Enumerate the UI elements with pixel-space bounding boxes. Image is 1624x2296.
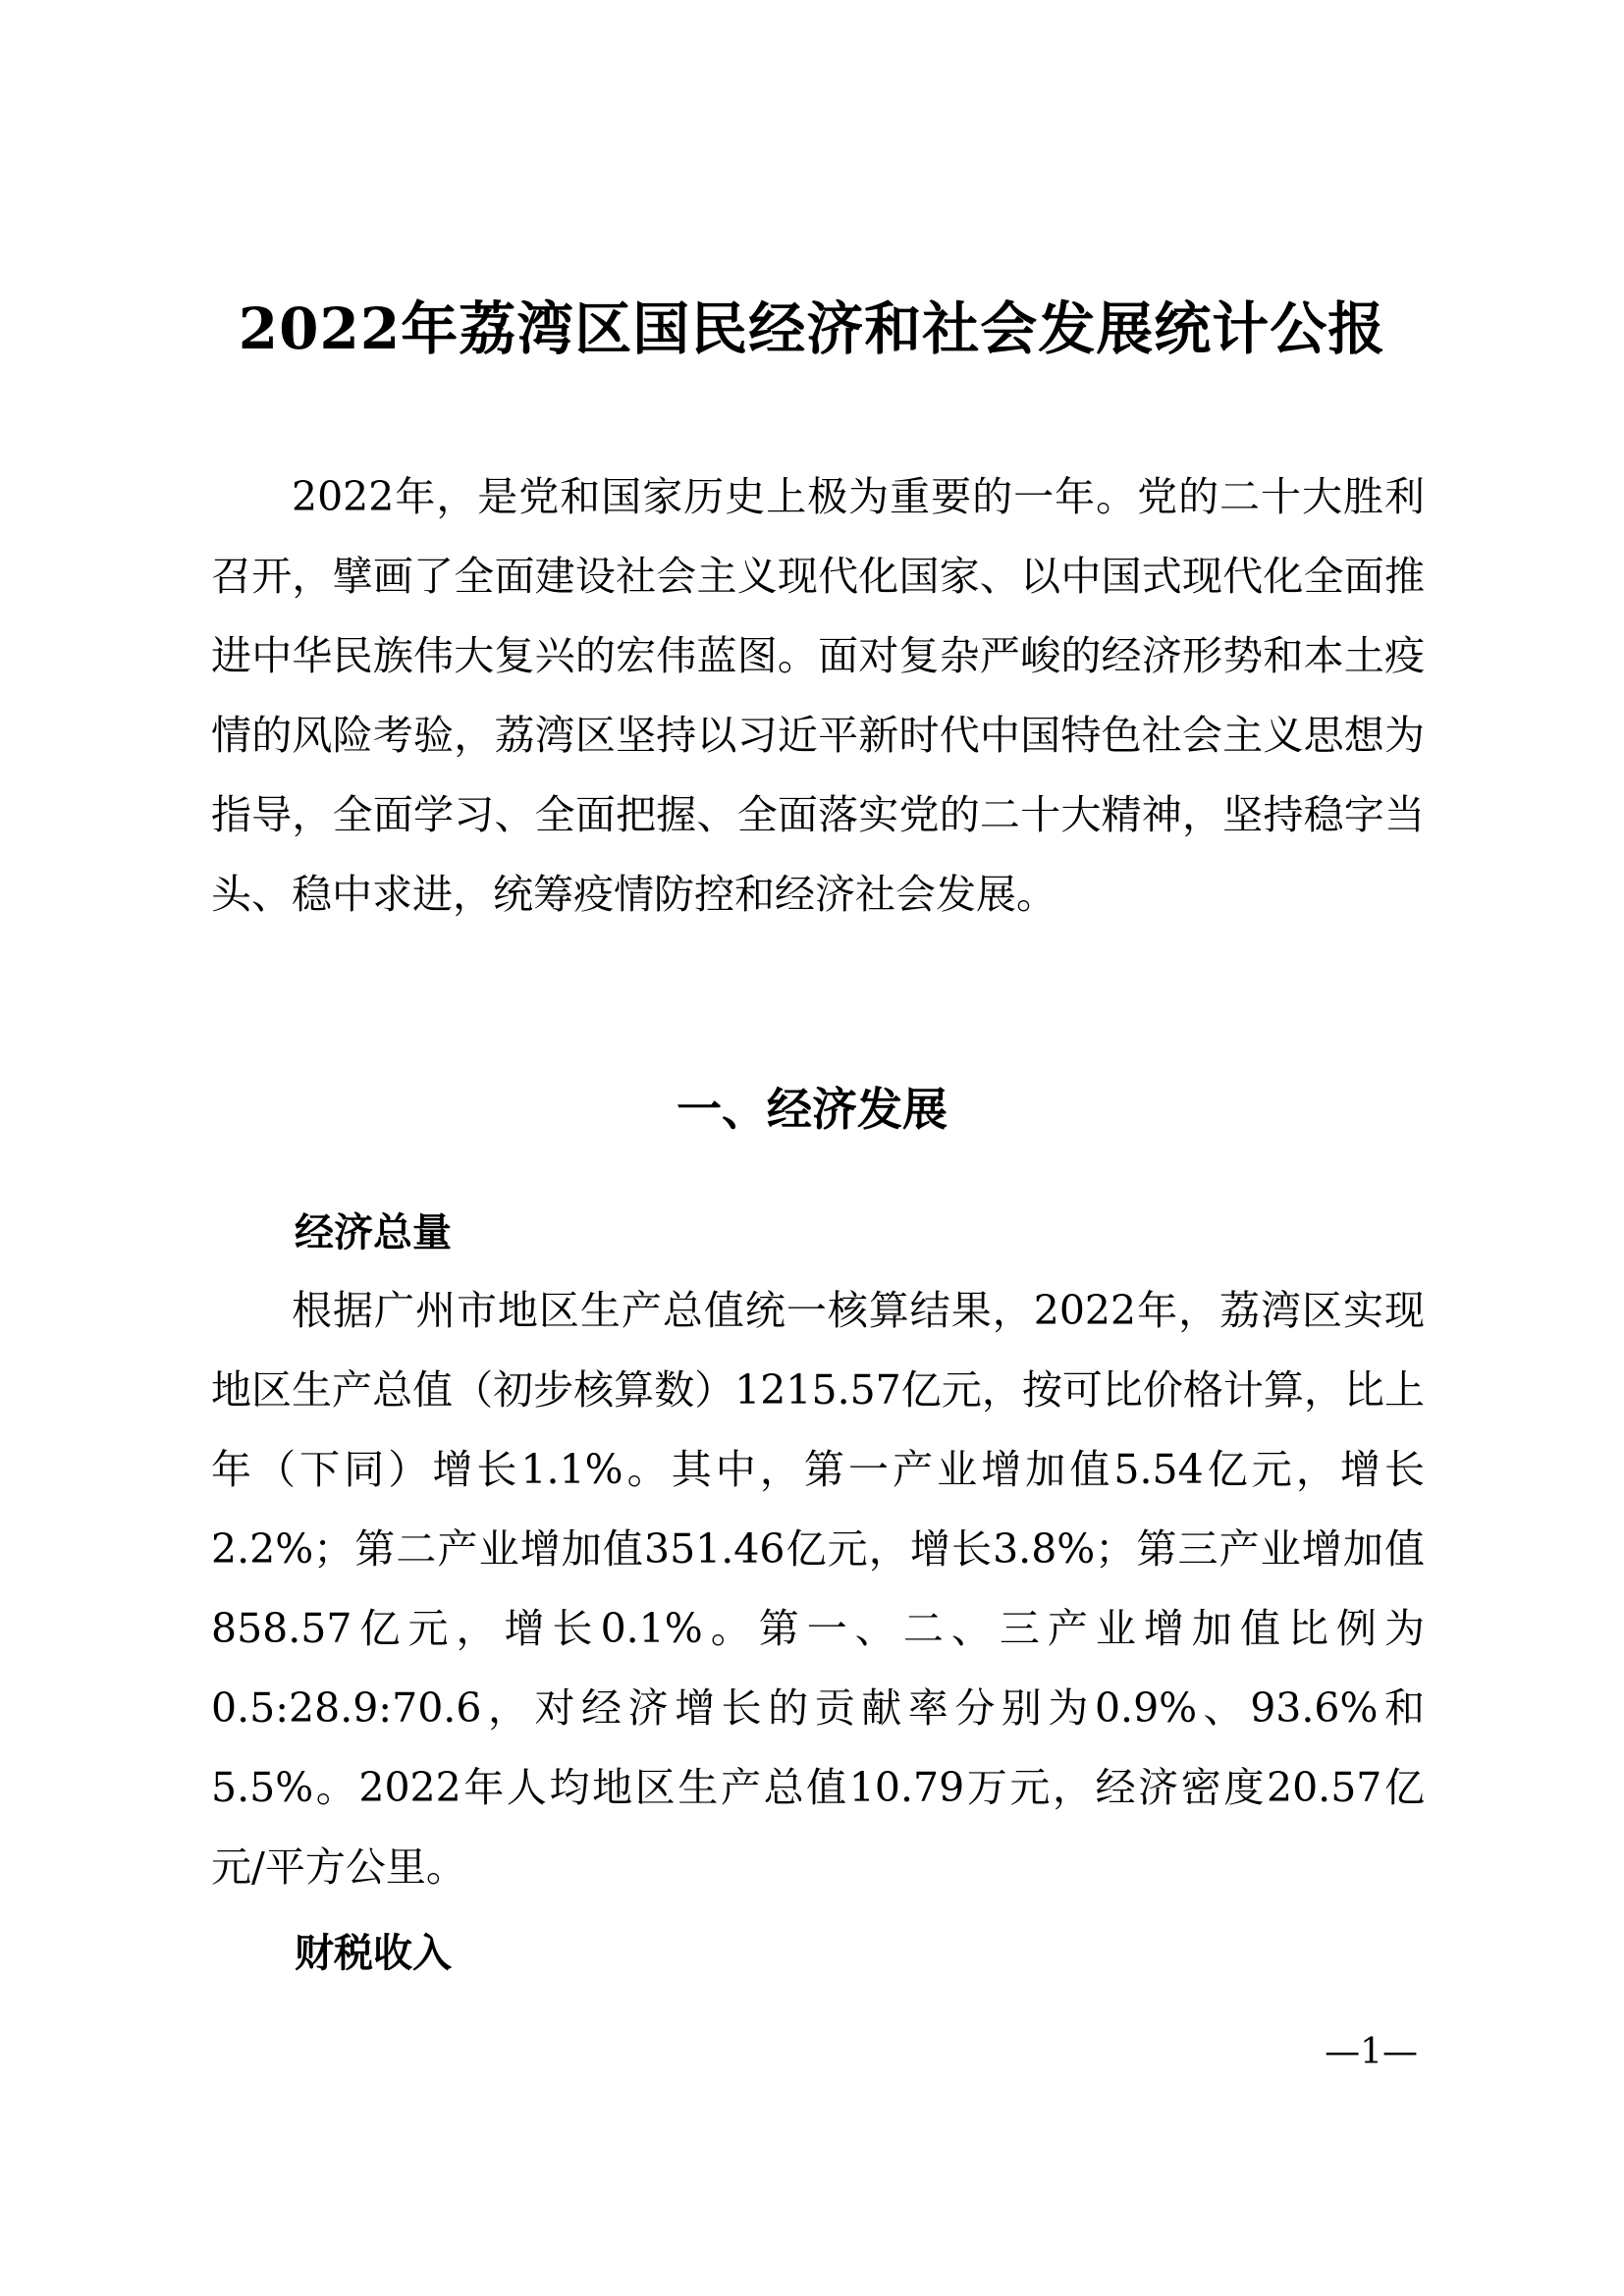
- subheading-economic-aggregate: 经济总量: [295, 1210, 452, 1255]
- document-title: 2022年荔湾区国民经济和社会发展统计公报: [238, 295, 1386, 362]
- section-heading-economic-development: 一、经济发展: [677, 1083, 947, 1136]
- intro-paragraph: 2022年，是党和国家历史上极为重要的一年。党的二十大胜利召开，擘画了全面建设社会主义现代化国家、以中国式现代化全面推进中华民族伟大复兴的宏伟蓝图。面对复杂严峻的经济形势和本土疫情的风险考验，荔湾区坚持以习近平新时代中国特色社会主义思想为指导，全面学习、全面把握、全面落实党的二十大精神，坚持稳字当头、稳中求进，统筹疫情防控和经济社会发展。: [211, 473, 1425, 918]
- page-number: —1—: [1325, 2032, 1418, 2072]
- subheading-fiscal-revenue: 财税收入: [295, 1931, 452, 1976]
- economic-aggregate-paragraph: 根据广州市地区生产总值统一核算结果，2022年，荔湾区实现地区生产总值（初步核算数）1215.57亿元，按可比价格计算，比上年（下同）增长1.1%。其中，第一产业增加值5.54亿元，增长2.2%；第二产业增加值351.46亿元，增长3.8%；第三产业增加值858.57亿元，增长0.1%。第一、二、三产业增加值比例为0.5:28.9:70.6，对经济增长的贡献率分别为0.9%、93.6%和5.5%。2022年人均地区生产总值10.79万元，经济密度20.57亿元/平方公里。: [211, 1287, 1425, 1891]
